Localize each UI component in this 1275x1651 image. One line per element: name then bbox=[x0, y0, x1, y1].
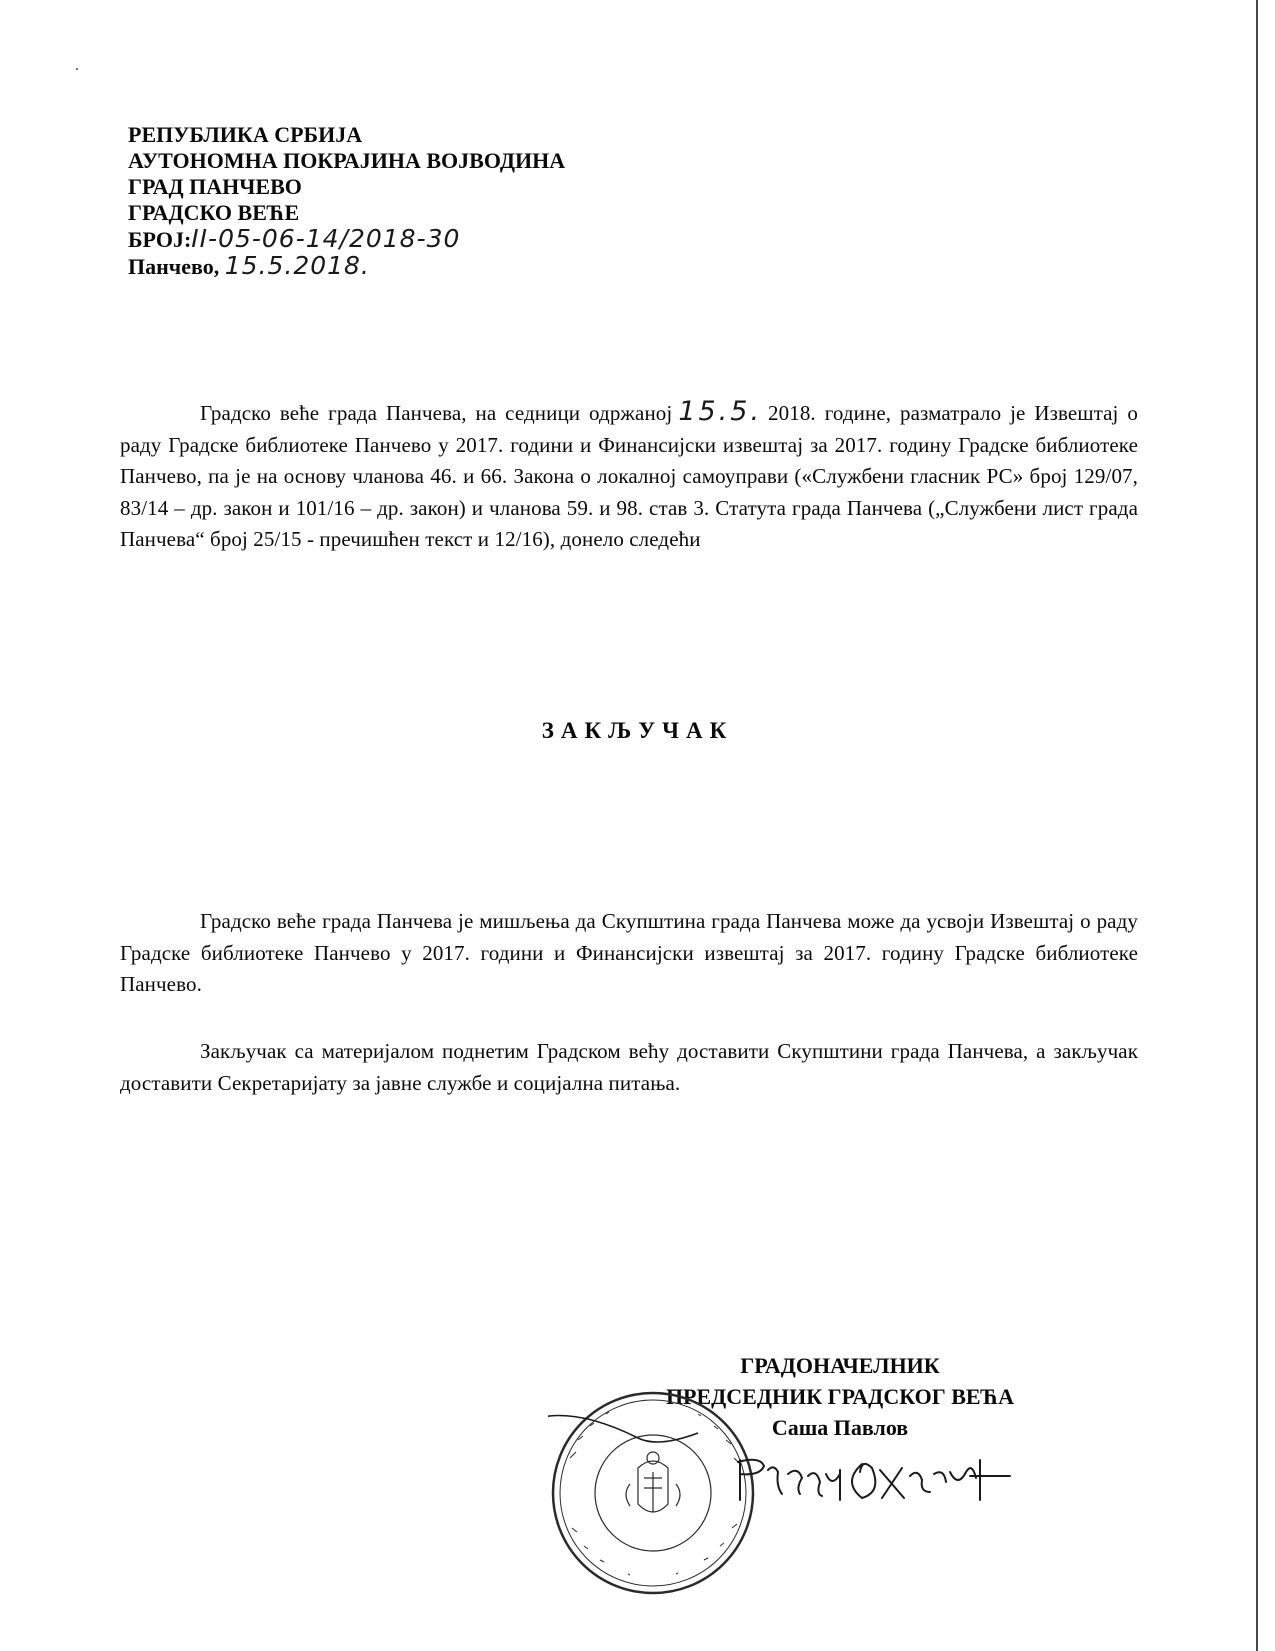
number-handwritten: II-05-06-14/2018-30 bbox=[191, 224, 461, 253]
number-label: БРОЈ: bbox=[128, 227, 192, 252]
intro-handwritten-date: 15.5. bbox=[678, 396, 763, 427]
place-label: Панчево, bbox=[128, 254, 220, 279]
delivery-paragraph: Закључак са материјалом поднетим Градском већу доставити Скупштини града Панчева, а закључак доставити Секретаријату за јавне службе и социјална питања. bbox=[120, 1039, 1138, 1095]
intro-paragraph bbox=[120, 396, 1138, 556]
official-seal-icon bbox=[548, 1388, 758, 1598]
header-date-line bbox=[128, 253, 565, 280]
document-title: ЗАКЉУЧАК bbox=[541, 718, 734, 743]
header-council: ГРАДСКО ВЕЋЕ bbox=[128, 200, 300, 225]
document-header bbox=[128, 122, 565, 280]
header-number-line bbox=[128, 226, 565, 253]
date-handwritten: 15.5.2018. bbox=[224, 251, 370, 280]
signature-name: Саша Павлов bbox=[771, 1415, 909, 1440]
intro-text-start: Градско веће града Панчева, на седници одржаној bbox=[200, 401, 673, 425]
conclusion-paragraph: Градско веће града Панчева је мишљења да Скупштина града Панчева може да усвоји Извештај о раду Градске библиотеке Панчево у 2017. години и Финансијски извештај за 2017. годину Градске библиотеке Панчево. bbox=[120, 909, 1138, 996]
intro-text-rest: 2018. године, разматрало је Извештај о раду Градске библиотеке Панчево у 2017. години и Финансијски извештај за 2017. годину Градске библиотеке Панчево, па је на основу чланова 46. и 66. Закона о локалној самоуправи («Службени гласник РС» број 129/07, 83/14 – др. закон и 101/16 – др. закон) и чланова 59. и 98. став 3. Статута града Панчева („Службени лист града Панчева“ број 25/15 - пречишћен текст и 12/16), донело следећи bbox=[120, 401, 1138, 551]
header-city: ГРАД ПАНЧЕВО bbox=[128, 174, 302, 199]
header-province: АУТОНОМНА ПОКРАЈИНА ВОЈВОДИНА bbox=[128, 148, 566, 173]
scan-speck bbox=[76, 68, 78, 70]
handwritten-signature-icon bbox=[730, 1440, 1030, 1520]
header-republic: РЕПУБЛИКА СРБИЈА bbox=[128, 122, 363, 147]
signature-title-mayor: ГРАДОНАЧЕЛНИК bbox=[740, 1353, 940, 1378]
scan-edge-line bbox=[1256, 0, 1258, 1651]
signature-title-president: ПРЕДСЕДНИК ГРАДСКОГ ВЕЋА bbox=[665, 1384, 1015, 1409]
